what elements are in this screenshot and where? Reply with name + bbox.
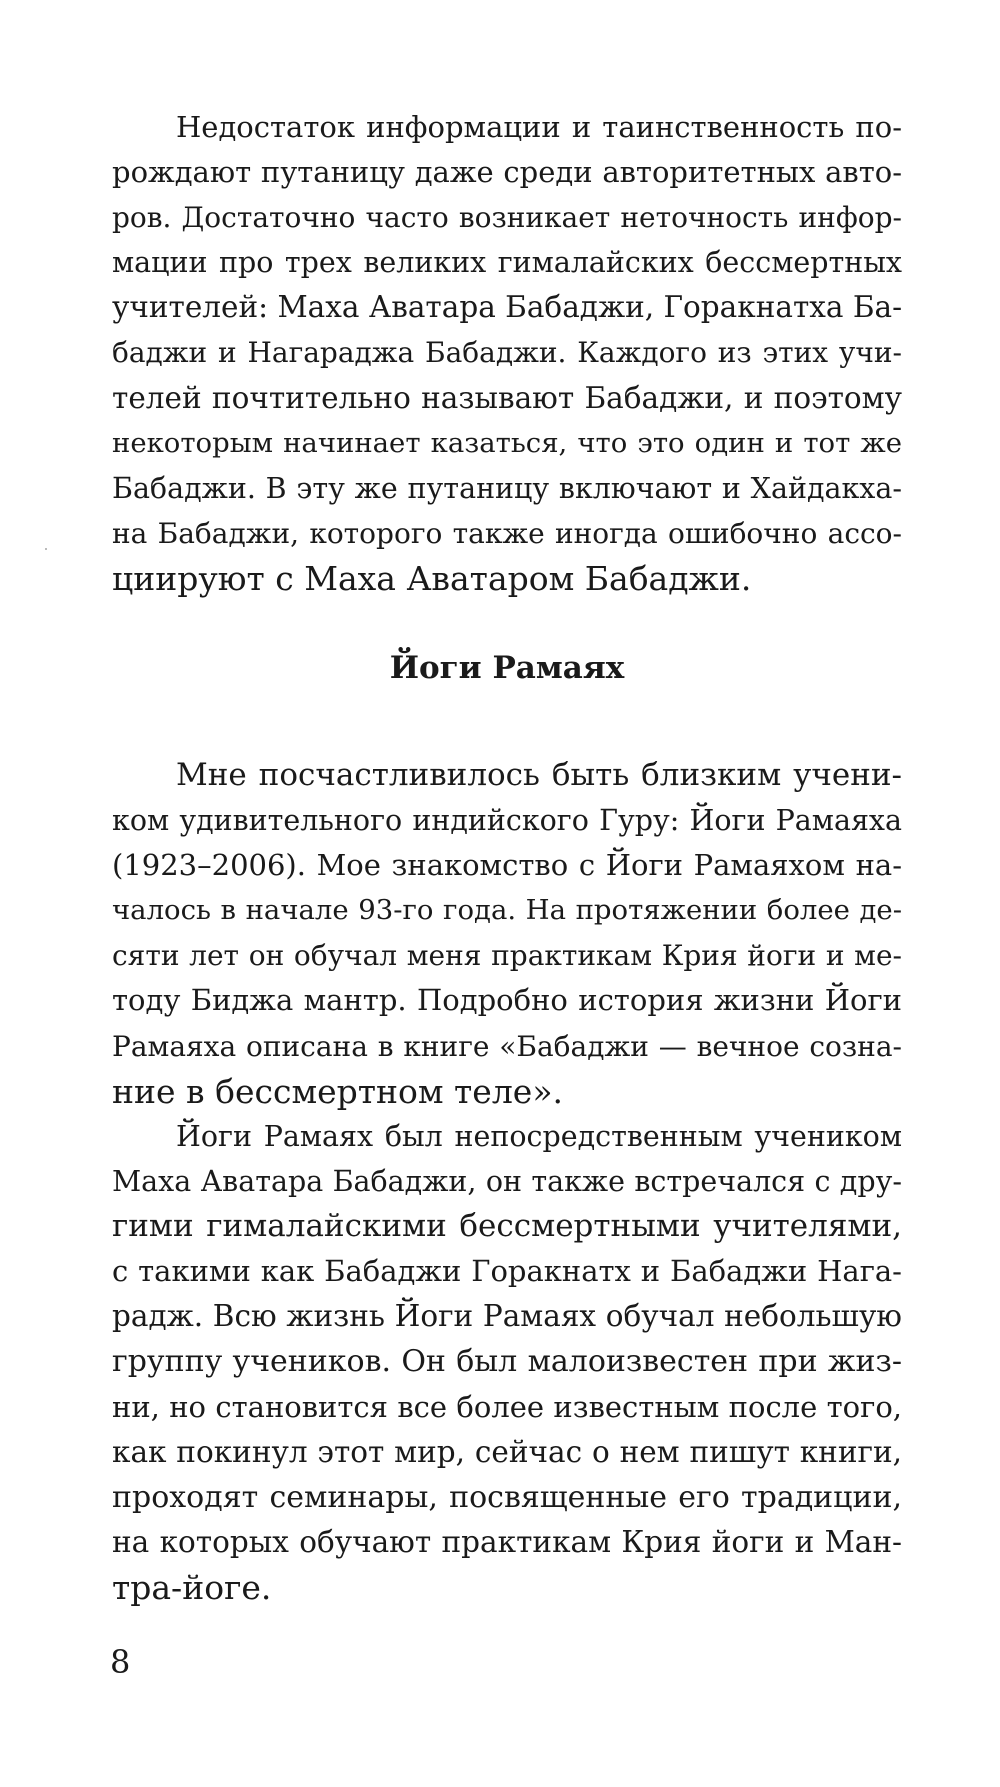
page-number: 8: [110, 1643, 131, 1681]
text-line: ни, но становится все более известным после того,: [112, 1389, 902, 1424]
text-line: баджи и Нагараджа Бабаджи. Каждого из этих учи-: [112, 336, 902, 370]
text-line: чалось в начале 93-го года. На протяжении более де-: [112, 894, 902, 927]
text-line: тра-йоге.: [112, 1567, 272, 1607]
text-line: группу учеников. Он был малоизвестен при жиз-: [112, 1344, 902, 1380]
text-line: учителей: Маха Аватара Бабаджи, Горакнатха Ба-: [112, 290, 902, 325]
text-line: ком удивительного индийского Гуру: Йоги Рамаяха: [112, 804, 902, 838]
text-line: гими гималайскими бессмертными учителями,: [112, 1208, 902, 1245]
text-line: с такими как Бабаджи Горакнатх и Бабаджи Нага-: [112, 1254, 902, 1289]
margin-speck: [45, 548, 47, 550]
text-line: на Бабаджи, которого также иногда ошибочно ассо-: [112, 516, 902, 550]
paragraph-ramaiah-intro: [112, 753, 902, 1114]
text-line: сяти лет он обучал меня практикам Крия йоги и ме-: [112, 939, 902, 973]
text-line: Бабаджи. В эту же путаницу включают и Хайдакха-: [112, 471, 902, 505]
section-heading: Йоги Рамаях: [389, 650, 625, 686]
text-line: телей почтительно называют Бабаджи, и поэтому: [112, 380, 902, 415]
text-line: проходят семинары, посвященные его традиции,: [112, 1479, 902, 1515]
text-line: ров. Достаточно часто возникает неточность инфор-: [112, 201, 902, 235]
text-line: циируют с Маха Аватаром Бабаджи.: [112, 558, 752, 598]
text-line: (1923–2006). Мое знакомство с Йоги Рамаяхом на-: [112, 848, 902, 883]
text-line: Мне посчастливилось быть близким учени-: [176, 757, 902, 793]
text-line: Йоги Рамаях был непосредственным учеником: [176, 1120, 902, 1153]
text-line: тоду Биджа мантр. Подробно история жизни Йоги: [112, 983, 902, 1018]
paragraph-ramaiah-teacher: [112, 1114, 902, 1610]
text-line: Маха Аватара Бабаджи, он также встречался с дру-: [112, 1165, 902, 1199]
text-line: мации про трех великих гималайских бессмертных: [112, 246, 902, 280]
text-line: Недостаток информации и таинственность по-: [176, 110, 902, 144]
paragraph-intro: [112, 105, 902, 601]
text-line: некоторым начинает казаться, что это один и тот же: [112, 426, 902, 459]
text-line: как покинул этот мир, сейчас о нем пишут книги,: [112, 1434, 902, 1469]
text-line: на которых обучают практикам Крия йоги и Ман-: [112, 1524, 902, 1559]
text-line: Рамаяха описана в книге «Бабаджи — вечное созна-: [112, 1029, 902, 1063]
text-line: радж. Всю жизнь Йоги Рамаях обучал небольшую: [112, 1299, 902, 1334]
text-line: ние в бессмертном теле».: [112, 1071, 563, 1111]
text-line: рождают путаницу даже среди авторитетных авто-: [112, 155, 902, 190]
